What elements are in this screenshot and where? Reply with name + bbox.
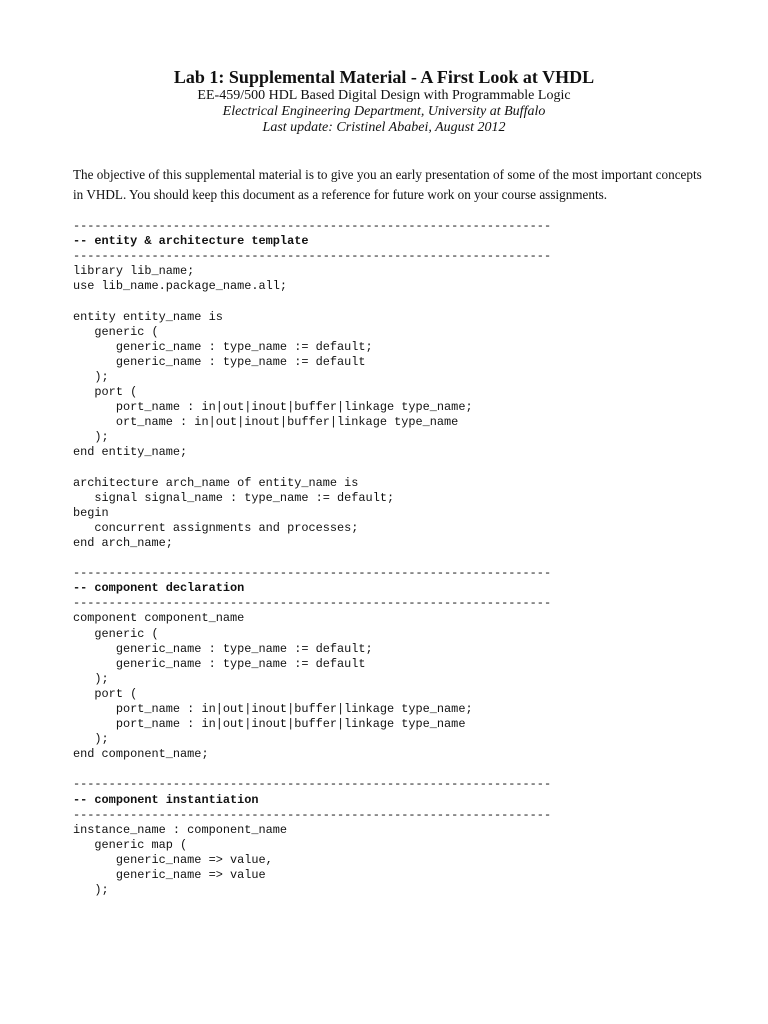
code-line: entity entity_name is [73,309,223,324]
code-line: ------------------------------------------------------------------- [73,596,552,611]
code-line: ); [73,732,109,747]
code-line: generic ( [73,324,159,339]
code-line: end arch_name; [73,535,173,550]
code-line: ------------------------------------------------------------------- [73,566,552,581]
code-line: port_name : in|out|inout|buffer|linkage type_name; [73,400,473,415]
intro-paragraph: The objective of this supplemental material is to give you an early presentation of some of the most important concepts in VHDL. You should keep this document as a reference for future work on your course assignments. [73,167,702,202]
code-line: ------------------------------------------------------------------- [73,807,552,822]
code-line: ); [73,671,109,686]
code-line [73,762,753,777]
document-header [0,66,768,136]
code-line: signal signal_name : type_name := default; [73,490,395,505]
code-line: generic_name => value [73,868,266,883]
code-line: generic_name : type_name := default; [73,641,373,656]
code-line: architecture arch_name of entity_name is [73,475,359,490]
code-line: begin [73,505,109,520]
course-subtitle: EE-459/500 HDL Based Digital Design with Programmable Logic [197,88,571,103]
code-line: generic ( [73,626,159,641]
code-line: ); [73,369,109,384]
code-section-heading: -- component declaration [73,581,245,596]
code-line: use lib_name.package_name.all; [73,279,288,294]
code-line: generic_name : type_name := default; [73,339,373,354]
department-affiliation: Electrical Engineering Department, University at Buffalo [222,104,546,119]
code-line: ------------------------------------------------------------------- [73,249,552,264]
code-line: end component_name; [73,747,209,762]
code-line: port_name : in|out|inout|buffer|linkage type_name; [73,702,473,716]
code-line: generic_name => value, [73,852,273,867]
code-line [73,294,753,309]
code-line: generic_name : type_name := default [73,354,366,369]
code-line: ); [73,883,109,898]
code-line: ------------------------------------------------------------------- [73,777,552,792]
code-section-heading: -- entity & architecture template [73,234,309,249]
code-line: ); [73,430,109,445]
code-line: generic map ( [73,837,188,852]
code-line: end entity_name; [73,445,188,460]
code-line: port_name : in|out|inout|buffer|linkage type_name [73,717,466,732]
document-title: Lab 1: Supplemental Material - A First Look at VHDL [173,67,595,87]
code-line: ort_name : in|out|inout|buffer|linkage type_name [73,415,459,430]
code-line: generic_name : type_name := default [73,656,366,671]
code-line: port ( [73,385,138,400]
code-line: library lib_name; [73,264,195,279]
code-line: port ( [73,686,138,701]
code-line: concurrent assignments and processes; [73,520,359,535]
code-line [73,551,753,566]
code-line [73,461,753,476]
code-line: instance_name : component_name [73,822,288,837]
last-update-line: Last update: Cristinel Ababei, August 2012 [262,120,506,135]
code-section-heading: -- component instantiation [73,792,259,807]
vhdl-code-block [73,219,753,898]
code-line: component component_name [73,611,245,626]
code-line: ------------------------------------------------------------------- [73,219,552,233]
